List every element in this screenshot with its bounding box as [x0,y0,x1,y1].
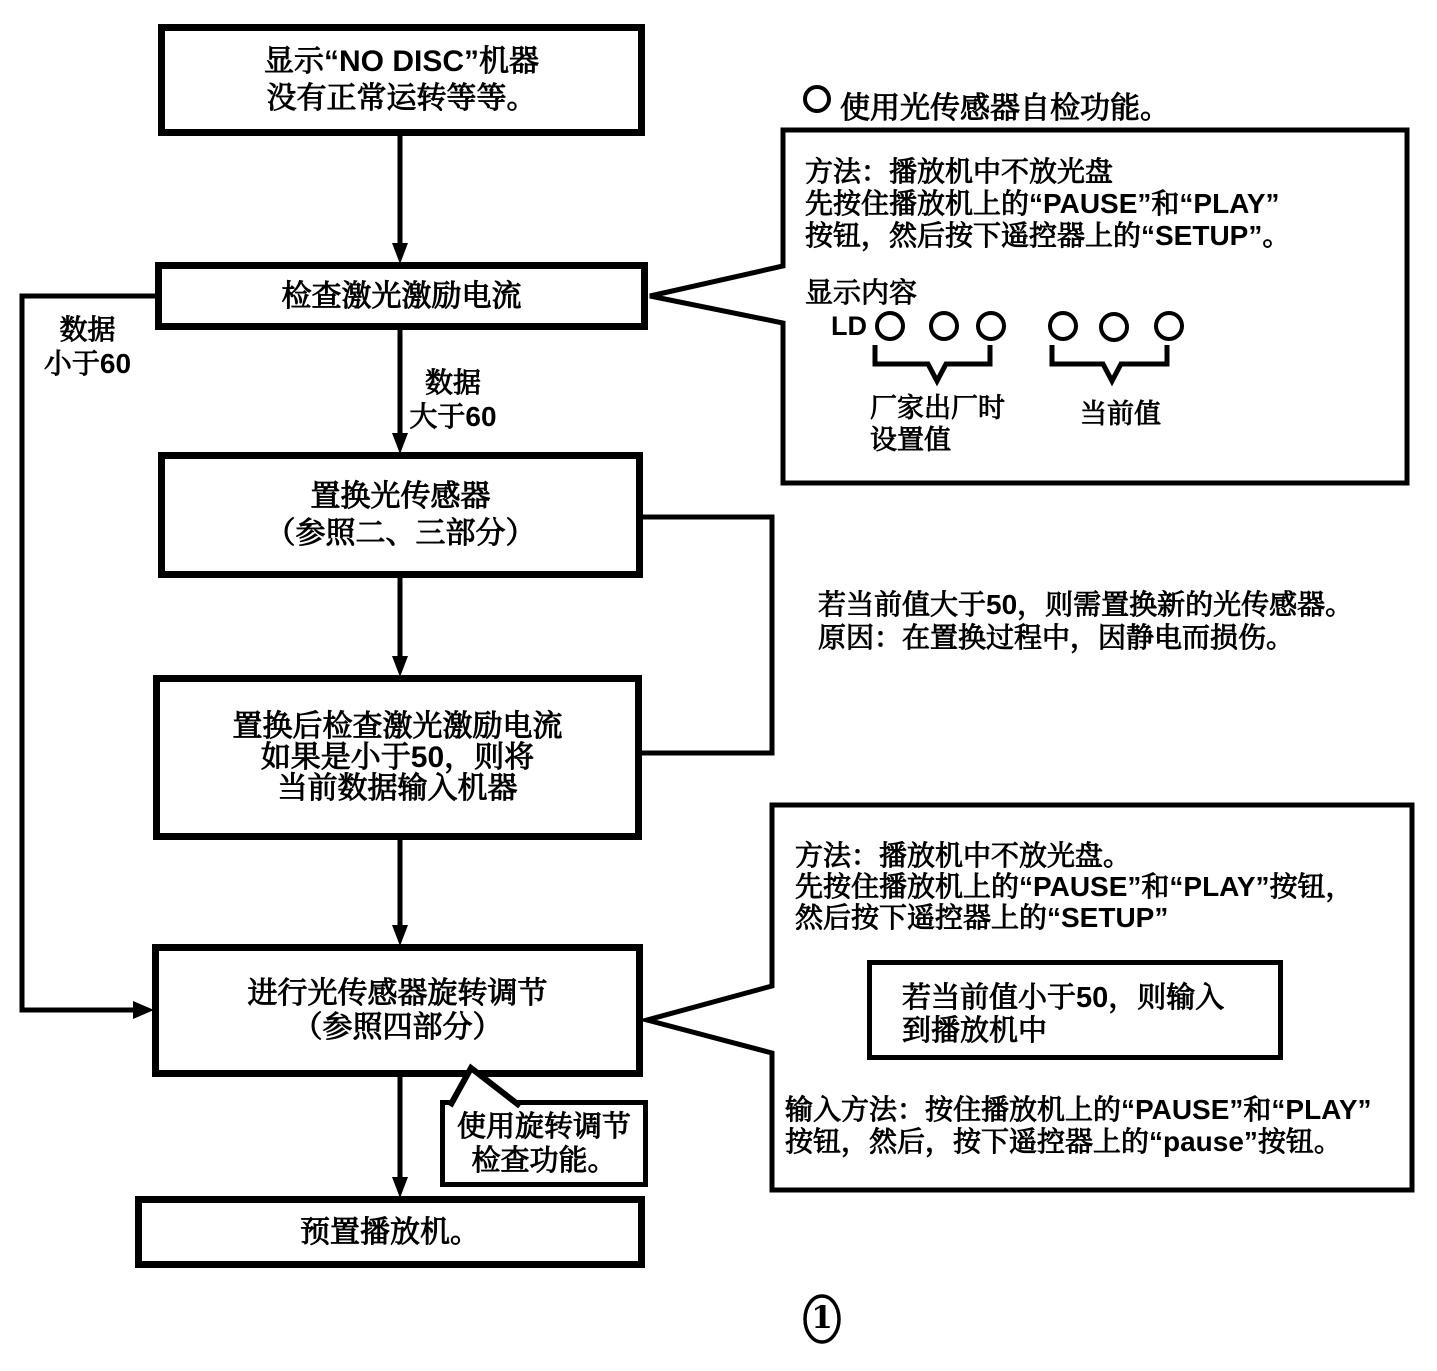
display-content-title: 显示内容 [805,277,918,308]
edge-label-data-lt60 [30,313,145,381]
note-gt50-line2: 原因：在置换过程中，因静电而损伤。 [818,622,1295,653]
flow-box-no-disc [158,24,645,136]
led-circle-current-1 [1050,313,1076,339]
edge-label-data-gt60-line1: 数据 [424,367,481,398]
current-value-label: 当前值 [1080,399,1161,429]
self-check-heading: 使用光传感器自检功能。 [840,92,1170,125]
flow-box-recheck-line3: 当前数据输入机器 [277,772,518,805]
flow-box-preset-player-line1: 预置播放机。 [300,1215,480,1249]
inner-box-lt50-line2: 到播放机中 [902,1015,1048,1047]
flow-box-preset-player [135,1196,645,1268]
led-circle-factory-3 [978,313,1004,339]
arrowhead-box4 [392,656,408,677]
flow-box-replace-sensor-line1: 置换光传感器 [310,480,491,513]
ld-label: LD [831,311,867,341]
callout-rotate-check [440,1100,648,1187]
edge-label-data-lt60-line2: 小于60 [43,348,132,379]
input-panel-steps-line2: 按钮，然后，按下遥控器上的“pause”按钮。 [785,1126,1342,1157]
note-gt50-line1: 若当前值大于50，则需置换新的光传感器。 [818,589,1354,620]
flow-box-recheck-line2: 如果是小于50，则将 [260,741,535,774]
inner-box-lt50 [867,960,1283,1060]
arrowhead-lt60-into-box5 [133,1001,154,1019]
input-panel-method-line1: 方法：播放机中不放光盘。 [795,840,1132,871]
flow-box-no-disc-line1: 显示“NO DISC”机器 [263,45,539,78]
input-panel-steps [785,1094,1372,1158]
self-check-method [805,156,1290,252]
connector-box3-box4-right-bracket [642,517,772,753]
self-check-bullet-circle-icon [805,87,829,111]
factory-setting-label [870,392,1005,456]
connector-lt60-branch [22,296,155,1010]
led-circle-factory-2 [931,313,957,339]
input-panel-steps-line1: 输入方法：按住播放机上的“PAUSE”和“PLAY” [785,1094,1372,1125]
flow-box-check-current-line1: 检查激光激励电流 [281,279,522,313]
current-group-underbrace [1052,345,1167,381]
led-circle-factory-1 [877,313,903,339]
arrowhead-box3 [392,433,408,454]
arrowhead-box6 [392,1177,408,1198]
arrowhead-box5 [392,925,408,946]
flow-box-replace-sensor-line2: （参照二、三部分） [265,517,536,550]
flow-box-check-current [155,262,648,330]
edge-label-data-lt60-line1: 数据 [59,314,116,345]
flow-box-recheck [153,675,642,840]
self-check-method-line3: 按钮，然后按下遥控器上的“SETUP”。 [805,220,1291,251]
led-circle-current-3 [1156,313,1182,339]
callout-rotate-check-line1: 使用旋转调节 [456,1110,631,1143]
figure-number-label: 1 [811,1300,833,1336]
callout-rotate-check-line2: 检查功能。 [471,1144,617,1177]
factory-group-underbrace [875,345,990,381]
arrowhead-box2 [392,243,408,264]
flow-box-recheck-line1: 置换后检查激光激励电流 [232,710,563,743]
input-panel-method [795,840,1354,933]
input-panel-method-line2: 先按住播放机上的“PAUSE”和“PLAY”按钮， [795,871,1354,902]
flow-box-rotate-adjust-line1: 进行光传感器旋转调节 [247,976,548,1010]
flow-box-replace-sensor [158,452,643,578]
flow-box-rotate-adjust-line2: （参照四部分） [292,1010,503,1044]
led-display-circles [877,313,1182,340]
flow-box-rotate-adjust [152,944,643,1077]
edge-label-data-gt60-line2: 大于60 [409,401,497,432]
factory-setting-label-line1: 厂家出厂时 [870,393,1005,423]
self-check-method-line2: 先按住播放机上的“PAUSE”和“PLAY” [805,188,1280,219]
led-circle-current-2 [1101,314,1127,340]
self-check-method-line1: 方法：播放机中不放光盘 [805,156,1114,187]
factory-setting-label-line2: 设置值 [870,425,951,455]
input-panel-method-line3: 然后按下遥控器上的“SETUP” [795,902,1169,933]
inner-box-lt50-line1: 若当前值小于50，则输入 [902,982,1225,1014]
note-gt50 [818,588,1353,654]
flow-box-no-disc-line2: 没有正常运转等等。 [266,82,537,115]
edge-label-data-gt60 [400,366,506,434]
